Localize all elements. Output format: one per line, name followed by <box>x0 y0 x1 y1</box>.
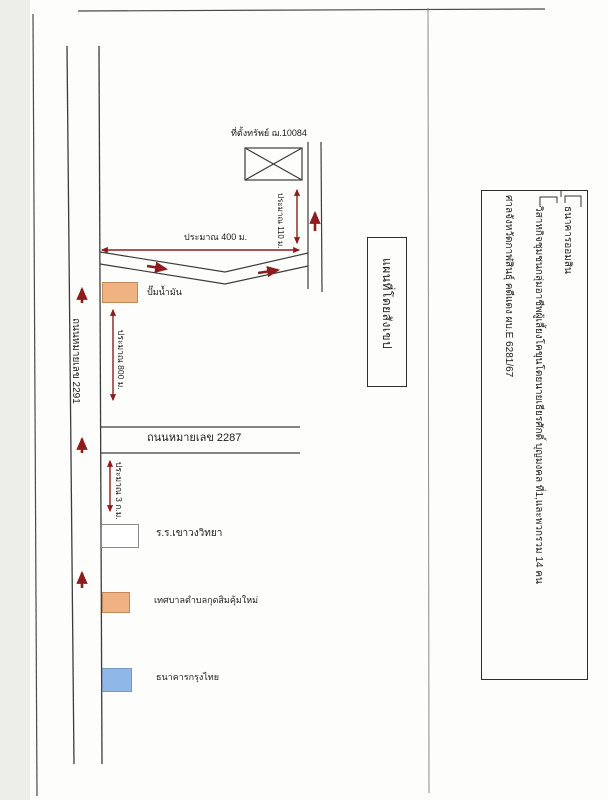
distance-3km-label: ประมาณ 3 ก.ม. <box>114 462 124 520</box>
plaintiff-name: ธนาคารออมสิน <box>562 206 573 274</box>
road-2291-label: ถนนหมายเลข 2291 <box>70 318 81 404</box>
municipality-label: เทศบาลตำบลกุดสิมคุ้มใหม่ <box>154 595 259 605</box>
property-road-right-edge <box>321 142 322 292</box>
page-top-border-line <box>78 9 545 11</box>
map-title: แผนที่โดยสังเขป <box>380 258 394 350</box>
distance-800m-label: ประมาณ 800 ม. <box>116 330 126 390</box>
road-2291-right-edge <box>99 46 102 764</box>
gas-station-label: ปั๊มน้ำมัน <box>147 287 182 297</box>
bank-swatch <box>102 668 132 692</box>
defendant-name: วิสาหกิจชุมชนกลุ่มอาชีพผู้เลี้ยงโคขุนโดยนายเธียรศักดิ์ บุญมงคล ที่1,และพวกรวม 14 คน <box>533 206 544 584</box>
road-2291-left-edge <box>67 46 74 764</box>
distance-110m-label: ประมาณ 110 ม. <box>276 193 285 249</box>
school-swatch <box>101 524 139 548</box>
page-left-border-line <box>33 14 37 796</box>
connector-road-lower-edge <box>100 264 308 284</box>
road-2287-label: ถนนหมายเลข 2287 <box>147 432 242 444</box>
property-label: ที่ตั้งทรัพย์ ฌ.10084 <box>231 128 307 138</box>
bank-label: ธนาคารกรุงไทย <box>156 672 220 682</box>
school-label: ร.ร.เขาวงวิทยา <box>156 528 223 539</box>
page-fold-line <box>428 8 429 793</box>
municipality-swatch <box>102 592 130 613</box>
gas-station-swatch <box>102 282 138 303</box>
court-case-number: ศาลจังหวัดกาฬสินธุ์ คดีแดง ผบ.E 6281/67 <box>503 195 514 378</box>
property-marker-x <box>245 148 302 180</box>
distance-400m-label: ประมาณ 400 ม. <box>184 232 248 242</box>
direction-arrow-right-1 <box>147 266 166 269</box>
